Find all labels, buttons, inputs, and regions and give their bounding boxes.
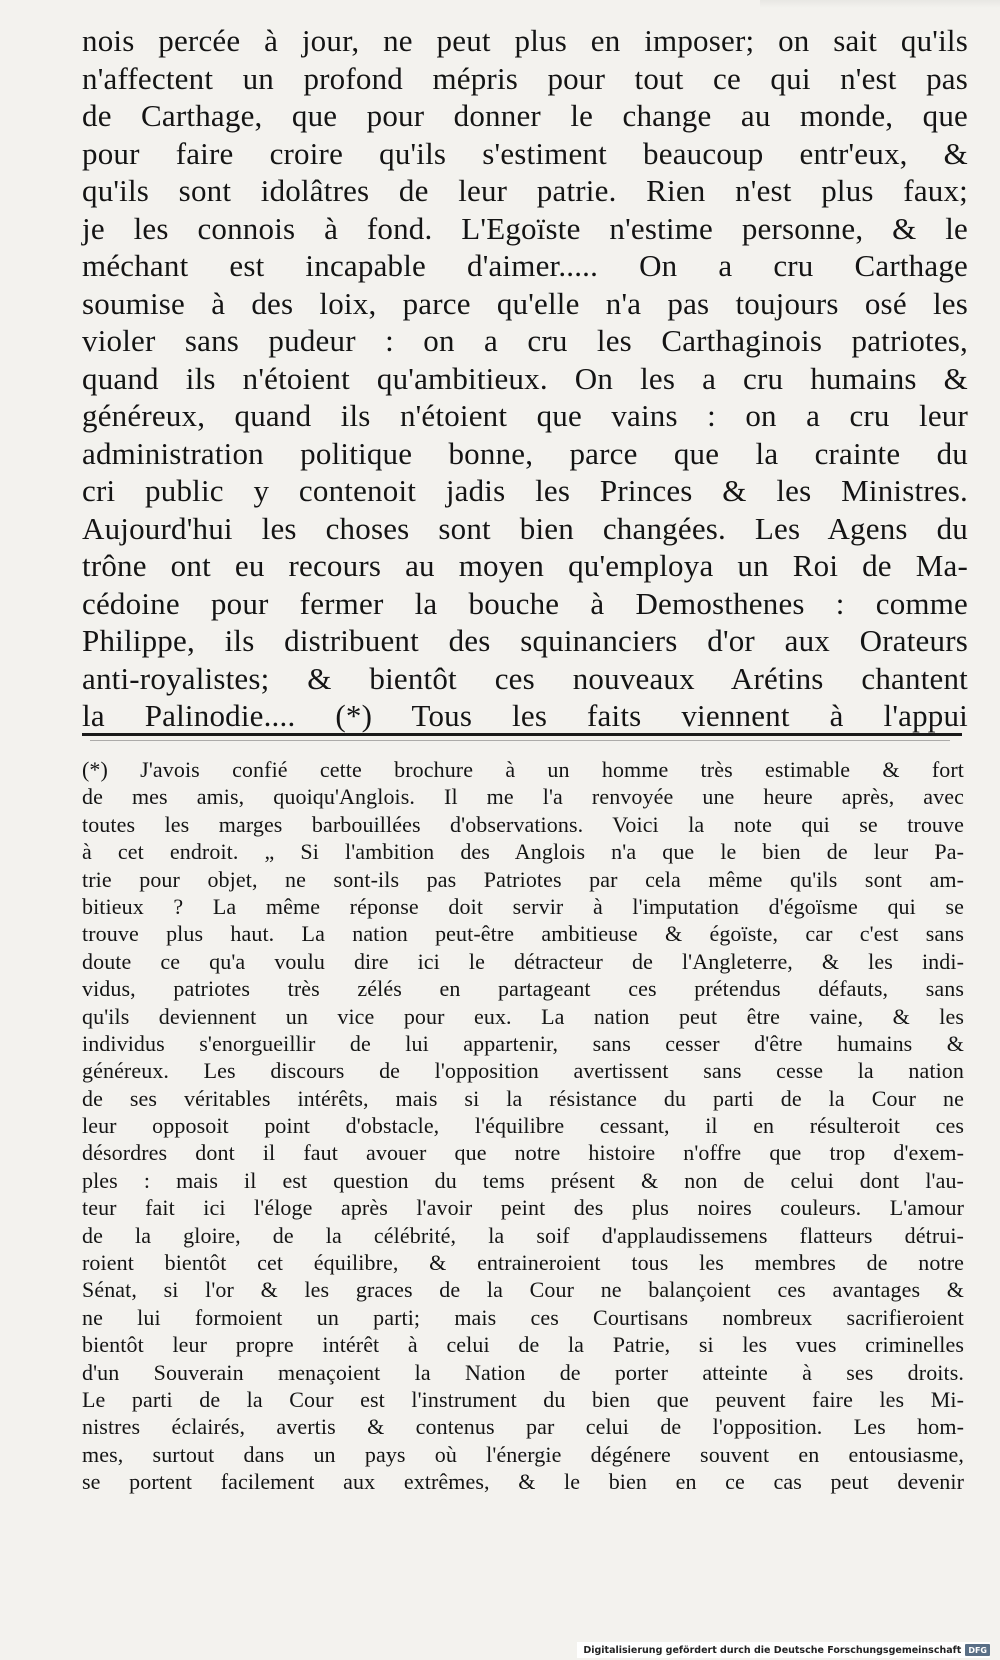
digitization-credit xyxy=(577,1642,990,1658)
footnote-line: roient bientôt cet équilibre, & entraineroient tous les membres de notre xyxy=(82,1250,964,1276)
footnote-line: bientôt leur propre intérêt à celui de la Patrie, si les vues criminelles xyxy=(82,1332,964,1358)
footnote-line: d'un Souverain menaçoient la Nation de porter atteinte à ses droits. xyxy=(82,1359,964,1385)
footnote-block xyxy=(82,756,964,1496)
footnote-line: ne lui formoient un parti; mais ces Courtisans nombreux sacrifieroient xyxy=(82,1304,964,1330)
footnote-line: individus s'enorgueillir de lui appartenir, sans cesser d'être humains & xyxy=(82,1030,964,1056)
footnote-line: désordres dont il faut avouer que notre histoire n'offre que trop d'exem- xyxy=(82,1140,964,1166)
footnote-line: trie pour objet, ne sont-ils pas Patriotes par cela même qu'ils sont am- xyxy=(82,866,964,892)
main-text-line: généreux, quand ils n'étoient que vains : on a cru leur xyxy=(82,398,968,433)
main-text-line: qu'ils sont idolâtres de leur patrie. Rien n'est plus faux; xyxy=(82,173,968,208)
footnote-line: nistres éclairés, avertis & contenus par celui de l'opposition. Les hom- xyxy=(82,1414,964,1440)
main-text-line: de Carthage, que pour donner le change au monde, que xyxy=(82,98,968,133)
footnote-line: doute ce qu'a voulu dire ici le détracteur de l'Angleterre, & les indi- xyxy=(82,948,964,974)
footnote-line: trouve plus haut. La nation peut-être ambitieuse & égoïste, car c'est sans xyxy=(82,921,964,947)
dfg-logo: DFG xyxy=(965,1644,990,1656)
footnote-line: ples : mais il est question du tems présent & non de celui dont l'au- xyxy=(82,1167,964,1193)
footnote-line: toutes les marges barbouillées d'observations. Voici la note qui se trouve xyxy=(82,811,964,837)
main-text-line: administration politique bonne, parce que la crainte du xyxy=(82,435,968,471)
main-text-line: anti-royalistes; & bientôt ces nouveaux Arétins chantent xyxy=(82,660,968,696)
main-text-line: pour faire croire qu'ils s'estiment beaucoup entr'eux, & xyxy=(82,135,968,171)
footnote-line: Le parti de la Cour est l'instrument du bien que peuvent faire les Mi- xyxy=(82,1386,964,1412)
main-text-line: je les connois à fond. L'Egoïste n'estime personne, & le xyxy=(82,210,968,246)
footnote-line: se portent facilement aux extrêmes, & le bien en ce cas peut devenir xyxy=(82,1469,964,1495)
footnote-line: leur opposoit point d'obstacle, l'équilibre cessant, il en résulteroit ces xyxy=(82,1113,964,1139)
footnote-separator-shadow xyxy=(90,740,950,741)
footnote-line: bitieux ? La même réponse doit servir à l'imputation d'égoïsme qui se xyxy=(82,893,964,919)
main-text-line: Aujourd'hui les choses sont bien changées. Les Agens du xyxy=(82,510,968,546)
main-text-line: cédoine pour fermer la bouche à Demosthenes : comme xyxy=(82,585,968,621)
main-text-line: soumise à des loix, parce qu'elle n'a pas toujours osé les xyxy=(82,285,968,321)
main-text-line: Philippe, ils distribuent des squinanciers d'or aux Orateurs xyxy=(82,623,968,658)
main-text-line: cri public y contenoit jadis les Princes & les Ministres. xyxy=(82,473,968,508)
bleed-through-shadow xyxy=(760,0,1000,8)
footnote-line: de la gloire, de la célébrité, la soif d'applaudissemens flatteurs détrui- xyxy=(82,1222,964,1248)
main-text-line: quand ils n'étoient qu'ambitieux. On les a cru humains & xyxy=(82,360,968,396)
main-text-line: la Palinodie.... (*) Tous les faits viennent à l'appui xyxy=(82,698,968,733)
main-text-line: trône ont eu recours au moyen qu'employa un Roi de Ma- xyxy=(82,548,968,583)
footnote-line: (*) J'avois confié cette brochure à un homme très estimable & fort xyxy=(82,757,964,782)
footnote-line: généreux. Les discours de l'opposition avertissent sans cesse la nation xyxy=(82,1058,964,1084)
footnote-line: de mes amis, quoiqu'Anglois. Il me l'a renvoyée une heure après, avec xyxy=(82,784,964,810)
main-text-line: violer sans pudeur : on a cru les Carthaginois patriotes, xyxy=(82,323,968,358)
footnote-line: de ses véritables intérêts, mais si la résistance du parti de la Cour ne xyxy=(82,1085,964,1111)
funding-credit-text: Digitalisierung gefördert durch die Deutsche Forschungsgemeinschaft xyxy=(583,1644,962,1656)
footnote-line: qu'ils deviennent un vice pour eux. La nation peut être vaine, & les xyxy=(82,1003,964,1029)
footnote-line: teur fait ici l'éloge après l'avoir peint des plus noires couleurs. L'amour xyxy=(82,1195,964,1221)
main-text-block xyxy=(82,22,968,735)
main-text-line: méchant est incapable d'aimer..... On a cru Carthage xyxy=(82,248,968,283)
footnote-separator-rule xyxy=(82,733,962,736)
main-text-line: nois percée à jour, ne peut plus en imposer; on sait qu'ils xyxy=(82,23,968,58)
footnote-line: Sénat, si l'or & les graces de la Cour ne balançoient ces avantages & xyxy=(82,1277,964,1303)
footnote-line: mes, surtout dans un pays où l'énergie dégénere souvent en entousiasme, xyxy=(82,1441,964,1467)
main-text-line: n'affectent un profond mépris pour tout ce qui n'est pas xyxy=(82,60,968,96)
footnote-line: vidus, patriotes très zélés en partageant ces prétendus défauts, sans xyxy=(82,976,964,1002)
footnote-line: à cet endroit. „ Si l'ambition des Anglois n'a que le bien de leur Pa- xyxy=(82,839,964,865)
